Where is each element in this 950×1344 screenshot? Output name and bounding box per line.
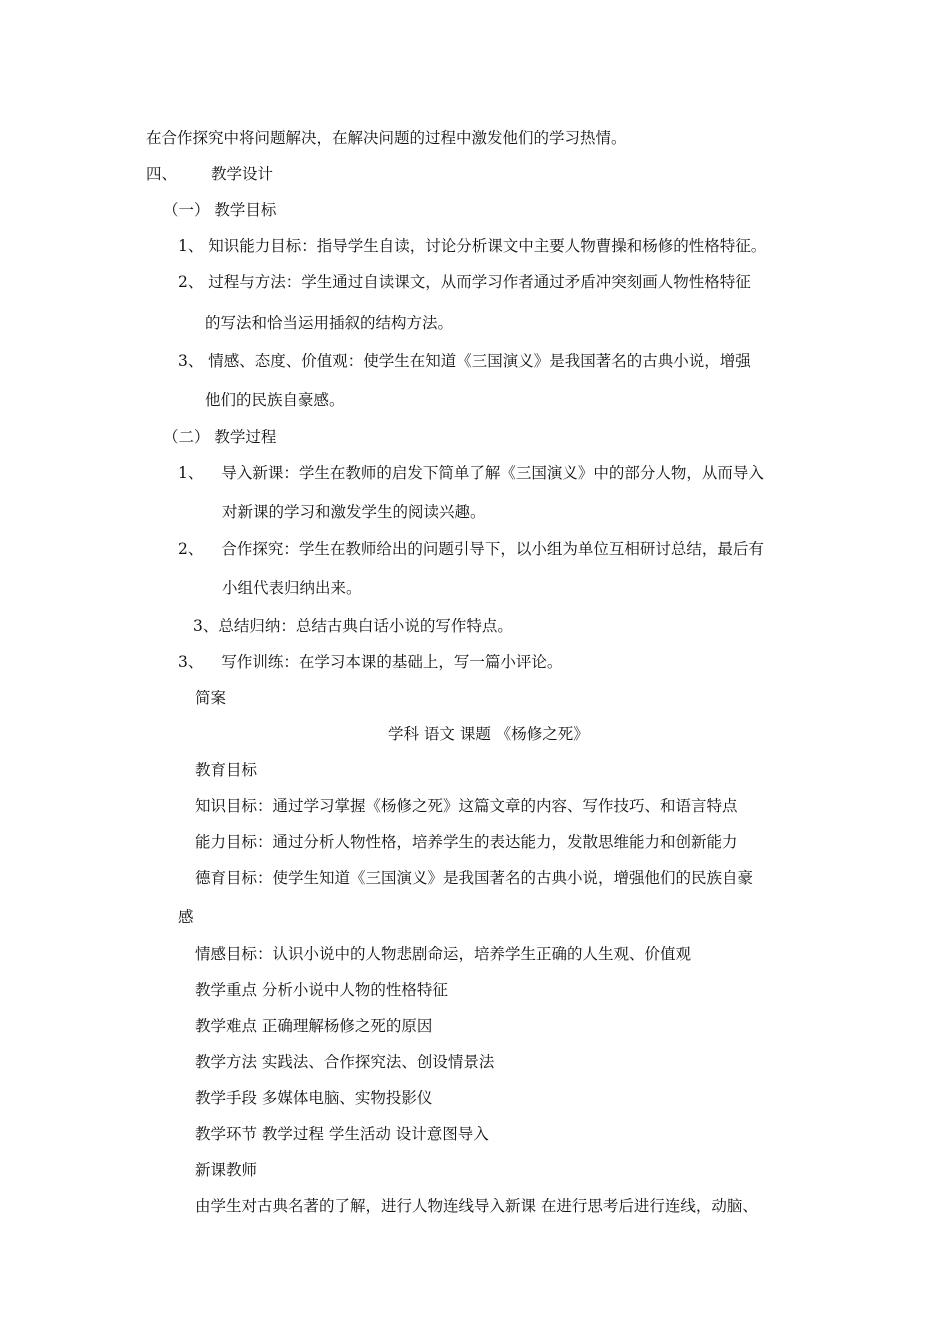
paragraph-line: 由学生对古典名著的了解，进行人物连线导入新课 在进行思考后进行连线，动脑、 — [195, 1197, 758, 1215]
list-item: 2、 过程与方法：学生通过自读课文，从而学习作者通过矛盾冲突刻画人物性格特征 — [178, 273, 751, 291]
section-number: 四、 — [146, 165, 178, 183]
subsection-heading: （一） 教学目标 — [163, 201, 277, 219]
list-item: 3、 情感、态度、价值观：使学生在知道《三国演义》是我国著名的古典小说，增强 — [178, 352, 751, 370]
course-title: 学科 语文 课题 《杨修之死》 — [388, 725, 589, 743]
paragraph-line: 教学环节 教学过程 学生活动 设计意图导入 — [195, 1125, 489, 1143]
paragraph-line: 感 — [178, 908, 194, 926]
paragraph-line: 教育目标 — [195, 761, 258, 779]
list-item-continuation: 小组代表归纳出来。 — [222, 579, 362, 597]
paragraph-line: 能力目标：通过分析人物性格，培养学生的表达能力，发散思维能力和创新能力 — [195, 833, 738, 851]
paragraph-line: 情感目标：认识小说中的人物悲剧命运，培养学生正确的人生观、价值观 — [195, 945, 692, 963]
list-number: 1、 — [178, 464, 204, 482]
list-item-continuation: 的写法和恰当运用插叙的结构方法。 — [205, 314, 454, 332]
list-number: 3、 — [178, 653, 204, 671]
paragraph-line: 教学手段 多媒体电脑、实物投影仪 — [195, 1089, 433, 1107]
paragraph-line: 教学难点 正确理解杨修之死的原因 — [195, 1017, 433, 1035]
section-heading — [146, 163, 273, 185]
list-item — [178, 462, 764, 484]
list-text: 写作训练：在学习本课的基础上，写一篇小评论。 — [221, 653, 563, 671]
paragraph-line: 新课教师 — [195, 1161, 258, 1179]
list-item — [178, 651, 562, 673]
list-text: 导入新课：学生在教师的启发下简单了解《三国演义》中的部分人物，从而导入 — [221, 464, 764, 482]
list-item-continuation: 他们的民族自豪感。 — [205, 391, 345, 409]
paragraph-line: 知识目标：通过学习掌握《杨修之死》这篇文章的内容、写作技巧、和语言特点 — [195, 797, 738, 815]
plan-heading: 简案 — [195, 689, 227, 707]
list-item — [178, 538, 764, 560]
list-text: 合作探究：学生在教师给出的问题引导下，以小组为单位互相研讨总结，最后有 — [221, 540, 764, 558]
list-number: 2、 — [178, 540, 204, 558]
list-item-continuation: 对新课的学习和激发学生的阅读兴趣。 — [222, 503, 486, 521]
paragraph-line: 教学重点 分析小说中人物的性格特征 — [195, 981, 448, 999]
paragraph-line: 在合作探究中将问题解决，在解决问题的过程中激发他们的学习热情。 — [146, 129, 627, 147]
list-item: 3、总结归纳：总结古典白话小说的写作特点。 — [193, 617, 513, 635]
subsection-heading: （二） 教学过程 — [163, 428, 277, 446]
paragraph-line: 德育目标：使学生知道《三国演义》是我国著名的古典小说，增强他们的民族自豪 — [195, 869, 754, 887]
section-title: 教学设计 — [211, 165, 274, 183]
list-item: 1、 知识能力目标：指导学生自读，讨论分析课文中主要人物曹操和杨修的性格特征。 — [178, 237, 767, 255]
paragraph-line: 教学方法 实践法、合作探究法、创设情景法 — [195, 1053, 495, 1071]
